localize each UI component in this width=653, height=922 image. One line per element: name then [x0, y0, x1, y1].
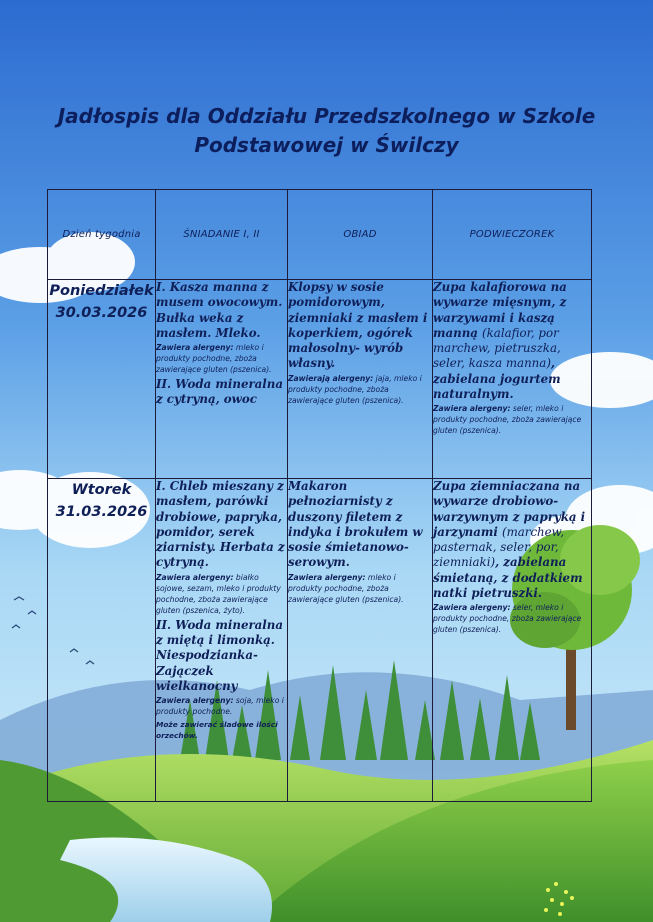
menu-table — [47, 189, 592, 802]
snack-ingredients: (marchew, pasternak, seler, por, ziemniaki) — [433, 524, 565, 570]
breakfast-part-2: II. Woda mineralna z miętą i limonką. Niespodzianka- Zajączek wielkanocny — [156, 617, 284, 693]
header-snack: PODWIECZOREK — [433, 190, 592, 280]
snack-main — [433, 280, 591, 402]
day-cell — [48, 479, 156, 802]
title-line-2: Podstawowej w Świlczy — [194, 133, 459, 157]
allergen-text: mleko i produkty pochodne, zboża zawierające gluten (pszenica). — [288, 572, 404, 604]
allergen-label: Zawiera alergeny: — [288, 572, 366, 582]
page-title — [40, 102, 613, 160]
snack-main-c: , zabielana śmietaną, z dodatkiem natki pietruszki. — [433, 555, 583, 601]
table-row — [48, 280, 592, 479]
allergen-label: Zawiera alergeny: — [156, 572, 234, 582]
allergen-label: Zawiera alergeny: — [433, 603, 511, 613]
lunch-allergens — [288, 373, 432, 406]
allergen-label: Zawierają alergeny: — [288, 373, 374, 383]
breakfast-part-1: I. Chleb mieszany z masłem, parówki drobiowe, papryka, pomidor, serek ziarnisty. Herbata z cytryną. — [156, 479, 285, 570]
breakfast-allergens — [156, 572, 287, 616]
day-date: 30.03.2026 — [55, 305, 148, 321]
breakfast-cell — [156, 280, 288, 479]
allergen-text: soja, mleko i produkty pochodne. — [156, 696, 284, 717]
day-cell — [48, 280, 156, 479]
allergen-label: Zawiera alergeny: — [156, 343, 234, 353]
allergen-label: Zawiera alergeny: — [433, 404, 511, 414]
breakfast-allergens — [156, 342, 287, 375]
breakfast-part-1: I. Kasza manna z musem owocowym. Bułka weka z masłem. Mleko. — [156, 280, 283, 340]
title-line-1: Jadłospis dla Oddziału Przedszkolnego w Szkole — [57, 104, 596, 128]
lunch-main: Klopsy w sosie pomidorowym, ziemniaki z masłem i koperkiem, ogórek małosolny- wyrób własny. — [288, 280, 428, 371]
allergen-label: Zawiera alergeny: — [156, 696, 234, 706]
snack-allergens — [433, 403, 591, 436]
snack-allergens — [433, 602, 591, 635]
header-lunch: OBIAD — [288, 190, 433, 280]
snack-main-c: , zabielana jogurtem naturalnym. — [433, 356, 561, 402]
lunch-cell — [288, 280, 433, 479]
snack-main-a: Zupa ziemniaczana na wywarze drobiowo-warzywnym z papryką i jarzynami — [433, 479, 586, 539]
allergen-text: seler, mleko i produkty pochodne, zboża zawierające gluten (pszenica). — [433, 603, 582, 635]
snack-cell — [433, 280, 592, 479]
breakfast-part-2: II. Woda mineralna z cytryną, owoc — [156, 377, 284, 407]
header-row — [48, 190, 592, 280]
allergen-text: białko sojowe, sezam, mleko i produkty pochodne, zboża zawierające gluten (pszenica, żyto). — [156, 572, 281, 615]
header-day: Dzień tygodnia — [48, 190, 156, 280]
day-name: Poniedziałek — [49, 283, 154, 299]
snack-ingredients: (kalafior, por marchew, pietruszka, seler, kasza manna) — [433, 325, 561, 371]
breakfast-allergens-2 — [156, 695, 287, 717]
snack-main — [433, 479, 591, 601]
lunch-cell — [288, 479, 433, 802]
nuts-note: Może zawierać śladowe ilości orzechów. — [156, 720, 278, 741]
header-breakfast: ŚNIADANIE I, II — [156, 190, 288, 280]
allergen-text: mleko i produkty pochodne, zboża zawierające gluten (pszenica). — [156, 343, 272, 375]
breakfast-cell — [156, 479, 288, 802]
day-date: 31.03.2026 — [55, 504, 148, 520]
allergen-text: seler, mleko i produkty pochodne, zboża zawierające gluten (pszenica). — [433, 404, 582, 436]
lunch-main: Makaron pełnoziarnisty z duszony filetem z indyka i brokułem w sosie śmietanowo-serowym. — [288, 479, 423, 570]
snack-cell — [433, 479, 592, 802]
day-name: Wtorek — [71, 482, 132, 498]
allergen-text: jaja, mleko i produkty pochodne, zboża zawierające gluten (pszenica). — [288, 373, 422, 405]
lunch-allergens — [288, 572, 432, 605]
snack-main-a: Zupa kalafiorowa na wywarze mięsnym, z warzywami i kaszą manną — [433, 280, 567, 340]
table-row — [48, 479, 592, 802]
